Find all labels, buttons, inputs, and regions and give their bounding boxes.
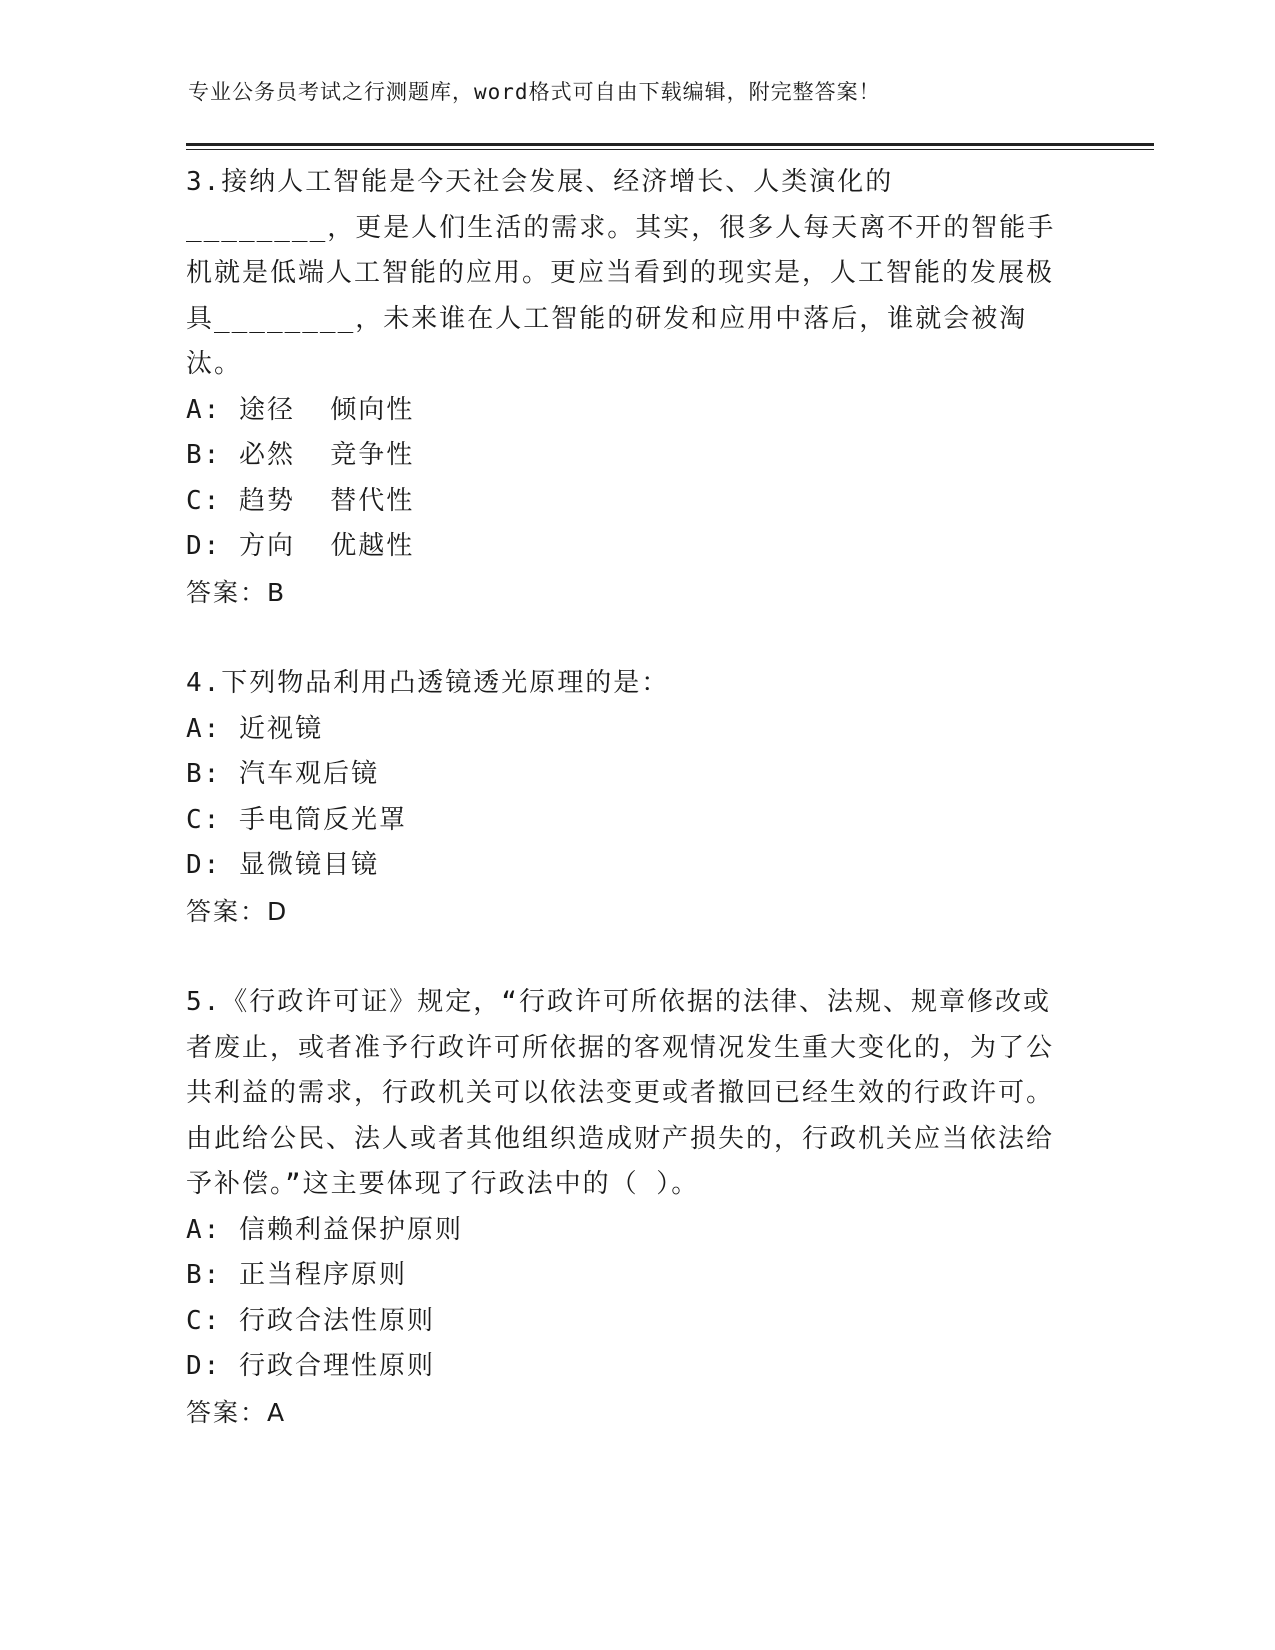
question-3 xyxy=(186,160,1056,615)
option-b: B: 必然 竞争性 xyxy=(186,440,415,470)
option-c: C: 趋势 替代性 xyxy=(186,485,415,516)
answer-label: 答案：B xyxy=(186,577,287,607)
option-d: D: 显微镜目镜 xyxy=(186,850,379,880)
option-a: A: 信赖利益保护原则 xyxy=(186,1214,463,1245)
page-header: 专业公务员考试之行测题库，word格式可自由下载编辑，附完整答案！ xyxy=(188,80,881,104)
answer-label: 答案：A xyxy=(186,1397,287,1427)
option-a: A: 途径 倾向性 xyxy=(186,394,415,425)
question-4 xyxy=(186,661,1056,934)
question-stem: 4.下列物品利用凸透镜透光原理的是： xyxy=(186,668,670,698)
option-list xyxy=(186,1208,1056,1390)
question-stem: 5.《行政许可证》规定，“行政许可所依据的法律、法规、规章修改或者废止，或者准予行政许可所依据的客观情况发生重大变化的，为了公共利益的需求，行政机关可以依法变更或者撤回已经生效的行政许可。由此给公民、法人或者其他组织造成财产损失的，行政机关应当依法给予补偿。”这主要体现了行政法中的（ ）。 xyxy=(186,987,1055,1199)
answer-label: 答案：D xyxy=(186,896,289,926)
option-list xyxy=(186,388,1056,570)
question-5 xyxy=(186,980,1056,1435)
option-d: D: 行政合理性原则 xyxy=(186,1351,435,1381)
question-list xyxy=(186,160,1056,1481)
option-a: A: 近视镜 xyxy=(186,713,323,744)
option-d: D: 方向 优越性 xyxy=(186,531,415,561)
question-stem: 3.接纳人工智能是今天社会发展、经济增长、人类演化的________，更是人们生活的需求。其实，很多人每天离不开的智能手机就是低端人工智能的应用。更应当看到的现实是，人工智能的发展极具________，未来谁在人工智能的研发和应用中落后，谁就会被淘汰。 xyxy=(186,167,1056,379)
option-b: B: 正当程序原则 xyxy=(186,1260,407,1290)
option-b: B: 汽车观后镜 xyxy=(186,759,379,789)
option-c: C: 行政合法性原则 xyxy=(186,1305,435,1336)
option-list xyxy=(186,707,1056,889)
header-divider xyxy=(186,143,1154,150)
option-c: C: 手电筒反光罩 xyxy=(186,804,407,835)
